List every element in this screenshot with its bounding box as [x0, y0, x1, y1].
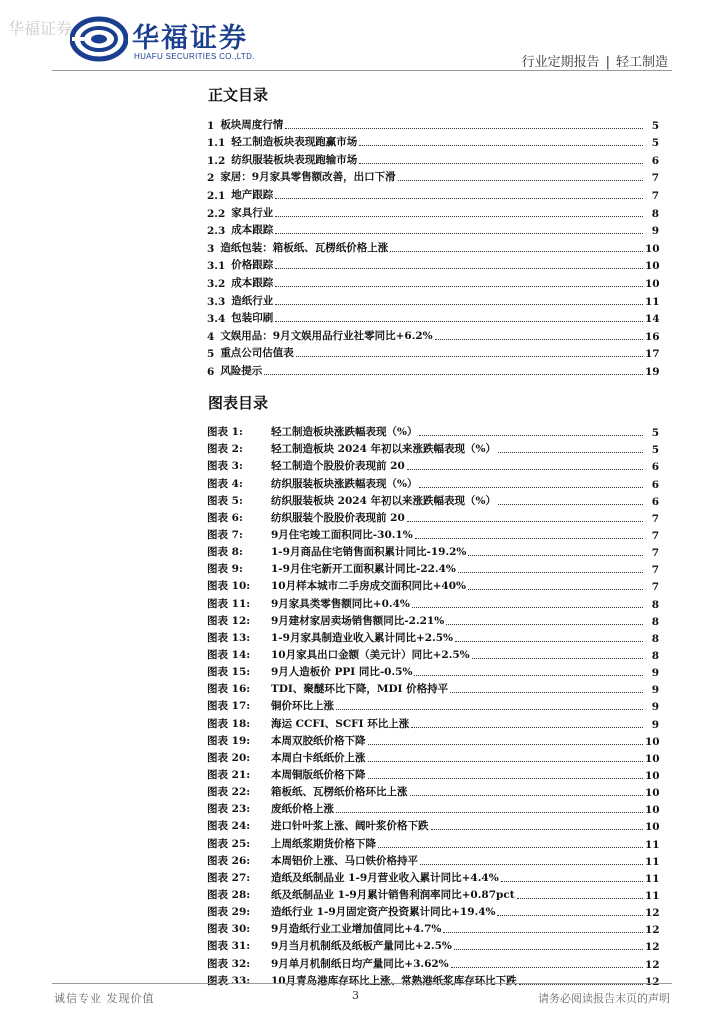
- section-title: 文娱用品：9月文娱用品行业社零同比+6.2%: [220, 329, 433, 342]
- dot-leader: [275, 267, 643, 269]
- toc-entry[interactable]: [207, 202, 659, 220]
- figure-title: 9月单月机制纸日均产量同比+3.62%: [271, 957, 449, 970]
- dot-leader: [468, 554, 643, 556]
- figure-title: 9月人造板价 PPI 同比-0.5%: [271, 666, 413, 679]
- figure-title: 造纸及纸制品业 1-9月营业收入累计同比+4.4%: [271, 871, 499, 884]
- figure-entry[interactable]: [207, 525, 659, 542]
- toc-entry[interactable]: [207, 220, 659, 238]
- page-ref: 10: [645, 769, 660, 782]
- page-ref: 5: [651, 137, 659, 150]
- figure-number: 图表 7:: [207, 528, 243, 541]
- page-ref: 12: [645, 941, 660, 954]
- figure-number: 图表 32:: [207, 957, 251, 970]
- figure-entry[interactable]: [207, 422, 659, 439]
- dot-leader: [275, 285, 643, 287]
- page-ref: 8: [651, 615, 659, 628]
- figure-title: 纺织服装个股股价表现前 20: [271, 511, 405, 524]
- page-ref: 9: [651, 718, 659, 731]
- figure-entry[interactable]: [207, 885, 659, 902]
- figure-number: 图表 21:: [207, 768, 251, 781]
- dot-leader: [455, 640, 643, 642]
- contents-title: 正文目录: [208, 86, 269, 104]
- section-number: 6: [207, 365, 215, 378]
- dot-leader: [458, 571, 643, 573]
- figure-number: 图表 20:: [207, 751, 251, 764]
- dot-leader: [419, 486, 643, 488]
- page-ref: 10: [645, 752, 660, 765]
- page-ref: 8: [651, 207, 659, 220]
- figure-number: 图表 23:: [207, 803, 251, 816]
- dot-leader: [368, 760, 644, 762]
- figure-title: 轻工制造板块 2024 年初以来涨跌幅表现（%）: [271, 443, 497, 456]
- report-sector: 轻工制造: [615, 55, 668, 70]
- figure-entry[interactable]: [207, 576, 659, 593]
- page-ref: 10: [645, 260, 660, 273]
- figure-title: TDI、聚醚环比下降，MDI 价格持平: [271, 683, 449, 696]
- page-ref: 12: [645, 975, 660, 988]
- section-title: 风险提示: [220, 364, 263, 377]
- figure-number: 图表 27:: [207, 871, 251, 884]
- figure-entry[interactable]: [207, 593, 659, 610]
- report-type: 行业定期报告: [521, 55, 600, 70]
- figure-title: 轻工制造板块涨跌幅表现（%）: [271, 426, 418, 439]
- figure-number: 图表 4:: [207, 477, 243, 490]
- figure-number: 图表 24:: [207, 820, 251, 833]
- section-number: 1.2: [207, 154, 226, 167]
- page-ref: 6: [651, 461, 659, 474]
- dot-leader: [336, 811, 643, 813]
- figures-list: [207, 422, 659, 988]
- dot-leader: [419, 434, 643, 436]
- figure-title: 废纸价格上涨: [271, 803, 334, 816]
- figure-entry[interactable]: [207, 816, 659, 833]
- section-number: 3.3: [207, 295, 226, 308]
- figure-number: 图表 12:: [207, 614, 251, 627]
- figure-title: 9月建材家居卖场销售额同比-2.21%: [271, 614, 445, 627]
- figure-number: 图表 5:: [207, 494, 243, 507]
- dot-leader: [472, 657, 643, 659]
- figure-entry[interactable]: [207, 679, 659, 696]
- figure-number: 图表 25:: [207, 837, 251, 850]
- figure-number: 图表 31:: [207, 940, 251, 953]
- dot-leader: [368, 743, 644, 745]
- figure-number: 图表 30:: [207, 923, 251, 936]
- footer-slogan: 诚信专业 发现价值: [54, 992, 155, 1005]
- figure-title: 本周铝价上涨、马口铁价格持平: [271, 854, 418, 867]
- figure-entry[interactable]: [207, 936, 659, 953]
- dot-leader: [415, 537, 643, 539]
- figure-title: 本周白卡纸纸价上涨: [271, 751, 366, 764]
- dot-leader: [431, 828, 644, 830]
- dot-leader: [443, 931, 643, 933]
- page-ref: 8: [651, 632, 659, 645]
- page-ref: 10: [645, 735, 660, 748]
- figure-entry[interactable]: [207, 628, 659, 645]
- figure-title: 9月当月机制纸及纸板产量同比+2.5%: [271, 940, 452, 953]
- figure-number: 图表 10:: [207, 580, 251, 593]
- dot-leader: [398, 179, 643, 181]
- page-ref: 5: [651, 444, 659, 457]
- dot-leader: [264, 373, 643, 375]
- figure-entry[interactable]: [207, 731, 659, 748]
- figures-title: 图表目录: [208, 394, 269, 412]
- header-separator: |: [605, 55, 610, 70]
- figure-entry[interactable]: [207, 645, 659, 662]
- figure-entry[interactable]: [207, 439, 659, 456]
- page-ref: 7: [651, 189, 659, 202]
- toc-entry[interactable]: [207, 132, 659, 150]
- report-header: [522, 51, 668, 70]
- figure-title: 10月青岛港库存环比上涨、常熟港纸浆库存环比下跌: [271, 974, 517, 987]
- section-title: 包装印刷: [231, 312, 274, 325]
- figure-title: 上周纸浆期货价格下降: [271, 837, 376, 850]
- page-ref: 10: [645, 277, 660, 290]
- dot-leader: [450, 691, 643, 693]
- page-ref: 12: [645, 958, 660, 971]
- figure-number: 图表 16:: [207, 683, 251, 696]
- figure-title: 铜价环比上涨: [271, 700, 334, 713]
- toc-entry[interactable]: [207, 184, 659, 202]
- figure-number: 图表 26:: [207, 854, 251, 867]
- section-number: 1.1: [207, 137, 226, 150]
- dot-leader: [435, 338, 643, 340]
- figure-title: 海运 CCFI、SCFI 环比上涨: [271, 717, 410, 730]
- page-ref: 11: [645, 889, 660, 902]
- dot-leader: [390, 250, 643, 252]
- section-number: 3: [207, 242, 215, 255]
- figure-entry[interactable]: [207, 833, 659, 850]
- figure-number: 图表 17:: [207, 700, 251, 713]
- figure-entry[interactable]: [207, 902, 659, 919]
- dot-leader: [414, 674, 643, 676]
- page-ref: 7: [651, 547, 659, 560]
- page-ref: 6: [651, 154, 659, 167]
- section-title: 家具行业: [231, 206, 274, 219]
- figure-number: 图表 3:: [207, 460, 243, 473]
- dot-leader: [285, 127, 643, 129]
- section-title: 纺织服装板块表现跑输市场: [231, 153, 358, 166]
- page-ref: 10: [645, 804, 660, 817]
- figure-entry[interactable]: [207, 782, 659, 799]
- figure-number: 图表 13:: [207, 631, 251, 644]
- section-title: 板块周度行情: [220, 118, 284, 131]
- figure-title: 9月住宅竣工面积同比-30.1%: [271, 528, 413, 541]
- logo-name-en: HUAFU SECURITIES CO.,LTD.: [134, 52, 255, 61]
- figure-entry[interactable]: [207, 953, 659, 970]
- page-ref: 7: [651, 581, 659, 594]
- page-ref: 9: [651, 667, 659, 680]
- dot-leader: [275, 215, 643, 217]
- figure-title: 9月家具类零售额同比+0.4%: [271, 597, 410, 610]
- section-title: 成本跟踪: [231, 276, 274, 289]
- page-ref: 6: [651, 478, 659, 491]
- page-number: 3: [352, 989, 359, 1002]
- section-title: 造纸行业: [231, 294, 274, 307]
- figure-title: 造纸行业 1-9月固定资产投资累计同比+19.4%: [271, 906, 496, 919]
- dot-leader: [410, 794, 644, 796]
- figure-number: 图表 2:: [207, 443, 243, 456]
- dot-leader: [517, 897, 643, 899]
- logo-name-cn: 华福证券: [132, 23, 248, 54]
- dot-leader: [498, 451, 643, 453]
- page-ref: 11: [645, 838, 660, 851]
- dot-leader: [420, 863, 643, 865]
- figure-title: 纺织服装板块涨跌幅表现（%）: [271, 477, 418, 490]
- section-title: 价格跟踪: [231, 259, 274, 272]
- page-ref: 9: [651, 684, 659, 697]
- dot-leader: [411, 726, 643, 728]
- figure-title: 1-9月商品住宅销售面积累计同比-19.2%: [271, 546, 467, 559]
- dot-leader: [275, 303, 643, 305]
- company-logo: [70, 14, 270, 68]
- page-ref: 8: [651, 598, 659, 611]
- toc-entry[interactable]: [207, 255, 659, 273]
- section-number: 3.2: [207, 277, 226, 290]
- figure-title: 10月家具出口金额（美元计）同比+2.5%: [271, 648, 470, 661]
- dot-leader: [407, 468, 643, 470]
- page-ref: 7: [651, 529, 659, 542]
- section-title: 家居：9月家具零售额改善，出口下滑: [220, 171, 396, 184]
- section-number: 4: [207, 330, 215, 343]
- page-ref: 11: [645, 855, 660, 868]
- figure-title: 本周双胶纸价格下降: [271, 734, 366, 747]
- figure-entry[interactable]: [207, 456, 659, 473]
- figure-title: 纺织服装板块 2024 年初以来涨跌幅表现（%）: [271, 494, 497, 507]
- figure-title: 1-9月住宅新开工面积累计同比-22.4%: [271, 563, 456, 576]
- figure-title: 箱板纸、瓦楞纸价格环比上涨: [271, 786, 408, 799]
- section-number: 3.4: [207, 313, 226, 326]
- page-ref: 10: [645, 787, 660, 800]
- page-ref: 5: [651, 427, 659, 440]
- section-number: 2: [207, 172, 215, 185]
- page-ref: 7: [651, 564, 659, 577]
- dot-leader: [368, 777, 644, 779]
- figure-entry[interactable]: [207, 559, 659, 576]
- figure-number: 图表 11:: [207, 597, 251, 610]
- dot-leader: [497, 914, 643, 916]
- section-number: 5: [207, 348, 215, 361]
- section-number: 2.1: [207, 189, 226, 202]
- dot-leader: [454, 948, 643, 950]
- dot-leader: [359, 162, 643, 164]
- header-divider: [52, 70, 672, 71]
- page-ref: 10: [645, 821, 660, 834]
- figure-entry[interactable]: [207, 508, 659, 525]
- huafu-logo-icon: [70, 16, 128, 62]
- page-ref: 16: [645, 330, 660, 343]
- toc-entry[interactable]: [207, 308, 659, 326]
- dot-leader: [275, 320, 643, 322]
- contents-list: [207, 114, 659, 378]
- page-ref: 10: [645, 242, 660, 255]
- page-ref: 7: [651, 172, 659, 185]
- dot-leader: [275, 232, 643, 234]
- dot-leader: [275, 197, 643, 199]
- section-title: 轻工制造板块表现跑赢市场: [231, 136, 358, 149]
- dot-leader: [378, 846, 643, 848]
- figure-entry[interactable]: [207, 765, 659, 782]
- page-ref: 11: [645, 872, 660, 885]
- page-ref: 14: [645, 313, 660, 326]
- dot-leader: [501, 880, 643, 882]
- figure-number: 图表 6:: [207, 511, 243, 524]
- footer-divider: [52, 983, 672, 984]
- watermark: 华福证券: [8, 19, 73, 38]
- figure-number: 图表 8:: [207, 546, 243, 559]
- dot-leader: [446, 623, 643, 625]
- toc-entry[interactable]: [207, 343, 659, 361]
- figure-title: 本周铜版纸价格下降: [271, 768, 366, 781]
- page-ref: 19: [645, 365, 660, 378]
- dot-leader: [451, 966, 643, 968]
- page-ref: 12: [645, 924, 660, 937]
- page-ref: 17: [645, 348, 660, 361]
- figure-number: 图表 29:: [207, 906, 251, 919]
- figure-number: 图表 14:: [207, 648, 251, 661]
- figure-title: 纸及纸制品业 1-9月累计销售利润率同比+0.87pct: [271, 888, 515, 901]
- toc-entry[interactable]: [207, 325, 659, 343]
- dot-leader: [359, 144, 643, 146]
- section-number: 2.3: [207, 225, 226, 238]
- figure-entry[interactable]: [207, 851, 659, 868]
- figure-title: 进口针叶浆上涨、阔叶浆价格下跌: [271, 820, 429, 833]
- page-ref: 9: [651, 225, 659, 238]
- toc-entry[interactable]: [207, 114, 659, 132]
- page-ref: 9: [651, 701, 659, 714]
- figure-number: 图表 33:: [207, 974, 251, 987]
- toc-entry[interactable]: [207, 272, 659, 290]
- figure-entry[interactable]: [207, 919, 659, 936]
- figure-entry[interactable]: [207, 713, 659, 730]
- figure-entry[interactable]: [207, 799, 659, 816]
- page-ref: 5: [651, 119, 659, 132]
- dot-leader: [498, 503, 643, 505]
- dot-leader: [407, 520, 643, 522]
- figure-number: 图表 28:: [207, 888, 251, 901]
- toc-entry[interactable]: [207, 360, 659, 378]
- page-ref: 7: [651, 512, 659, 525]
- figure-title: 10月样本城市二手房成交面积同比+40%: [271, 580, 466, 593]
- section-title: 重点公司估值表: [220, 347, 294, 360]
- section-number: 1: [207, 119, 215, 132]
- section-title: 地产跟踪: [231, 188, 274, 201]
- figure-entry[interactable]: [207, 542, 659, 559]
- figure-entry[interactable]: [207, 662, 659, 679]
- toc-entry[interactable]: [207, 149, 659, 167]
- figure-title: 9月造纸行业工业增加值同比+4.7%: [271, 923, 442, 936]
- section-title: 造纸包装：箱板纸、瓦楞纸价格上涨: [220, 241, 389, 254]
- figure-number: 图表 9:: [207, 563, 243, 576]
- section-title: 成本跟踪: [231, 224, 274, 237]
- dot-leader: [336, 708, 643, 710]
- dot-leader: [468, 588, 643, 590]
- figure-title: 轻工制造个股股价表现前 20: [271, 460, 405, 473]
- page-ref: 6: [651, 495, 659, 508]
- footer-disclaimer: 请务必阅读报告末页的声明: [538, 992, 670, 1005]
- figure-number: 图表 15:: [207, 666, 251, 679]
- figure-entry[interactable]: [207, 971, 659, 988]
- figure-number: 图表 19:: [207, 734, 251, 747]
- figure-title: 1-9月家具制造业收入累计同比+2.5%: [271, 631, 454, 644]
- dot-leader: [412, 606, 643, 608]
- figure-entry[interactable]: [207, 611, 659, 628]
- figure-entry[interactable]: [207, 491, 659, 508]
- figure-number: 图表 22:: [207, 786, 251, 799]
- section-number: 2.2: [207, 207, 226, 220]
- section-number: 3.1: [207, 260, 226, 273]
- figure-number: 图表 18:: [207, 717, 251, 730]
- page-ref: 12: [645, 907, 660, 920]
- figure-entry[interactable]: [207, 473, 659, 490]
- toc-entry[interactable]: [207, 290, 659, 308]
- figure-number: 图表 1:: [207, 426, 243, 439]
- toc-entry[interactable]: [207, 167, 659, 185]
- figure-entry[interactable]: [207, 748, 659, 765]
- toc-entry[interactable]: [207, 237, 659, 255]
- figure-entry[interactable]: [207, 696, 659, 713]
- dot-leader: [296, 355, 643, 357]
- page-ref: 8: [651, 649, 659, 662]
- page-ref: 11: [645, 295, 660, 308]
- figure-entry[interactable]: [207, 868, 659, 885]
